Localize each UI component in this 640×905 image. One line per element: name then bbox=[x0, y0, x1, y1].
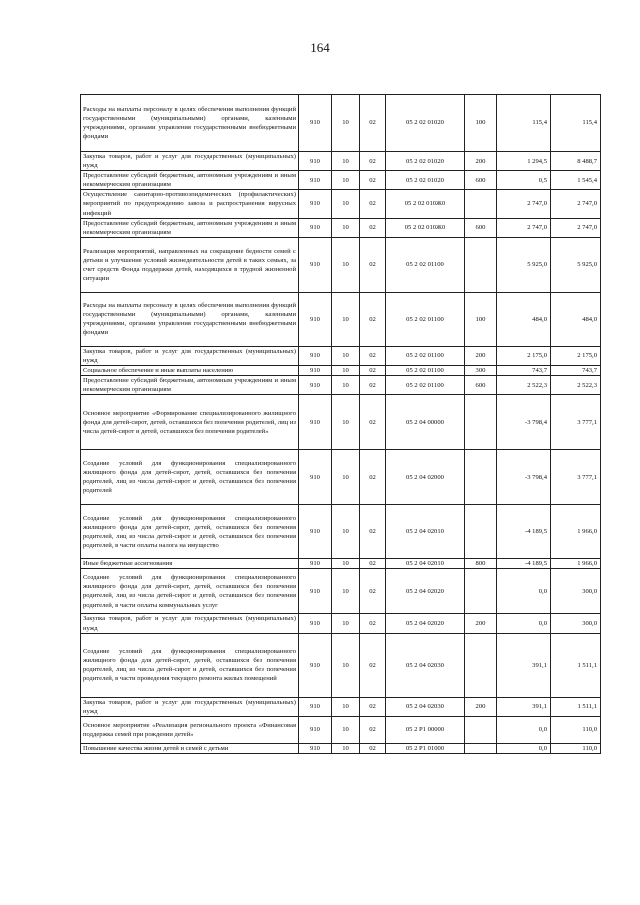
row-section-cell: 10 bbox=[332, 559, 360, 569]
row-section-cell: 10 bbox=[332, 95, 360, 152]
table-row bbox=[81, 716, 601, 743]
row-amount-change-cell: 2 175,0 bbox=[497, 346, 551, 365]
row-amount-total-cell: 1 966,0 bbox=[551, 559, 601, 569]
row-amount-change-cell: 0,5 bbox=[497, 171, 551, 190]
row-amount-change-cell: 0,0 bbox=[497, 743, 551, 753]
row-target-article-cell: 05 2 04 02020 bbox=[386, 614, 465, 633]
row-amount-total-cell: 110,0 bbox=[551, 716, 601, 743]
row-section-cell: 10 bbox=[332, 237, 360, 292]
row-expense-type-cell: 300 bbox=[465, 366, 497, 376]
row-admin-code-cell: 910 bbox=[299, 218, 332, 237]
row-amount-total-cell: 115,4 bbox=[551, 95, 601, 152]
table-row bbox=[81, 743, 601, 753]
table-row bbox=[81, 366, 601, 376]
row-expense-type-cell: 600 bbox=[465, 171, 497, 190]
row-name-cell: Расходы на выплаты персоналу в целях обеспечения выполнения функций государственными (муниципальными) органами, казенными учреждениями, органами управления государственными внебюджетными фондами bbox=[81, 292, 299, 346]
row-subsection-cell: 02 bbox=[360, 366, 386, 376]
row-amount-total-cell: 2 747,0 bbox=[551, 190, 601, 218]
row-name-cell: Основное мероприятие «Реализация регионального проекта «Финансовая поддержка семей при рождении детей» bbox=[81, 716, 299, 743]
table-row bbox=[81, 633, 601, 697]
row-subsection-cell: 02 bbox=[360, 237, 386, 292]
row-name-cell: Повышение качества жизни детей и семей с детьми bbox=[81, 743, 299, 753]
row-name-cell: Предоставление субсидий бюджетным, автономным учреждениям и иным некоммерческим организациям bbox=[81, 218, 299, 237]
row-subsection-cell: 02 bbox=[360, 218, 386, 237]
row-section-cell: 10 bbox=[332, 743, 360, 753]
row-target-article-cell: 05 2 02 01100 bbox=[386, 366, 465, 376]
row-name-cell: Предоставление субсидий бюджетным, автономным учреждениям и иным некоммерческим организациям bbox=[81, 171, 299, 190]
row-amount-change-cell: 0,0 bbox=[497, 614, 551, 633]
row-admin-code-cell: 910 bbox=[299, 697, 332, 716]
row-subsection-cell: 02 bbox=[360, 716, 386, 743]
table-body bbox=[81, 95, 601, 754]
row-amount-change-cell: 391,1 bbox=[497, 633, 551, 697]
row-name-cell: Иные бюджетные ассигнования bbox=[81, 559, 299, 569]
row-amount-total-cell: 2 522,3 bbox=[551, 376, 601, 395]
row-name-cell: Реализация мероприятий, направленных на сокращение бедности семей с детьми и улучшение условий жизнедеятельности детей в таких семьях, за счет средств Фонда поддержки детей, находящихся в трудной жизненной ситуации bbox=[81, 237, 299, 292]
row-name-cell: Социальное обеспечение и иные выплаты населению bbox=[81, 366, 299, 376]
table-row bbox=[81, 237, 601, 292]
table-row bbox=[81, 559, 601, 569]
row-section-cell: 10 bbox=[332, 697, 360, 716]
row-target-article-cell: 05 2 04 02030 bbox=[386, 697, 465, 716]
row-section-cell: 10 bbox=[332, 171, 360, 190]
row-expense-type-cell bbox=[465, 633, 497, 697]
row-admin-code-cell: 910 bbox=[299, 743, 332, 753]
row-target-article-cell: 05 2 02 010Ж0 bbox=[386, 190, 465, 218]
row-subsection-cell: 02 bbox=[360, 559, 386, 569]
row-section-cell: 10 bbox=[332, 218, 360, 237]
row-subsection-cell: 02 bbox=[360, 376, 386, 395]
table-row bbox=[81, 292, 601, 346]
row-subsection-cell: 02 bbox=[360, 450, 386, 505]
row-section-cell: 10 bbox=[332, 395, 360, 450]
row-amount-change-cell: 0,0 bbox=[497, 569, 551, 614]
row-amount-total-cell: 110,0 bbox=[551, 743, 601, 753]
row-name-cell: Предоставление субсидий бюджетным, автономным учреждениям и иным некоммерческим организациям bbox=[81, 376, 299, 395]
row-name-cell: Создание условий для функционирования специализированного жилищного фонда для детей-сирот, детей, оставшихся без попечения родителей, лиц из числа детей-сирот и детей, оставшихся без попечения родителей, в части оплаты коммунальных услуг bbox=[81, 569, 299, 614]
row-target-article-cell: 05 2 02 01020 bbox=[386, 171, 465, 190]
row-admin-code-cell: 910 bbox=[299, 152, 332, 171]
table-row bbox=[81, 614, 601, 633]
row-expense-type-cell bbox=[465, 395, 497, 450]
table-row bbox=[81, 697, 601, 716]
row-subsection-cell: 02 bbox=[360, 633, 386, 697]
table-row bbox=[81, 395, 601, 450]
row-amount-change-cell: 743,7 bbox=[497, 366, 551, 376]
row-amount-total-cell: 5 925,0 bbox=[551, 237, 601, 292]
table-row bbox=[81, 152, 601, 171]
table-row bbox=[81, 95, 601, 152]
row-admin-code-cell: 910 bbox=[299, 171, 332, 190]
row-admin-code-cell: 910 bbox=[299, 346, 332, 365]
row-expense-type-cell: 600 bbox=[465, 218, 497, 237]
row-expense-type-cell: 100 bbox=[465, 292, 497, 346]
row-expense-type-cell: 200 bbox=[465, 152, 497, 171]
row-name-cell: Основное мероприятие «Формирование специализированного жилищного фонда для детей-сирот, детей, оставшихся без попечения родителей, лиц из числа детей-сирот и детей, оставшихся без попечения родителей» bbox=[81, 395, 299, 450]
row-amount-change-cell: 2 747,0 bbox=[497, 218, 551, 237]
table-row bbox=[81, 190, 601, 218]
row-subsection-cell: 02 bbox=[360, 569, 386, 614]
row-target-article-cell: 05 2 02 01100 bbox=[386, 292, 465, 346]
row-target-article-cell: 05 2 02 010Ж0 bbox=[386, 218, 465, 237]
row-subsection-cell: 02 bbox=[360, 95, 386, 152]
row-name-cell: Расходы на выплаты персоналу в целях обеспечения выполнения функций государственными (муниципальными) органами, казенными учреждениями, органами управления государственными внебюджетными фондами bbox=[81, 95, 299, 152]
row-expense-type-cell: 800 bbox=[465, 559, 497, 569]
row-expense-type-cell: 600 bbox=[465, 376, 497, 395]
row-name-cell: Создание условий для функционирования специализированного жилищного фонда для детей-сирот, детей, оставшихся без попечения родителей, лиц из числа детей-сирот и детей, оставшихся без попечения родителей bbox=[81, 450, 299, 505]
row-section-cell: 10 bbox=[332, 450, 360, 505]
row-subsection-cell: 02 bbox=[360, 152, 386, 171]
row-section-cell: 10 bbox=[332, 152, 360, 171]
row-expense-type-cell: 200 bbox=[465, 614, 497, 633]
row-target-article-cell: 05 2 04 02020 bbox=[386, 569, 465, 614]
row-section-cell: 10 bbox=[332, 614, 360, 633]
row-target-article-cell: 05 2 02 01020 bbox=[386, 95, 465, 152]
row-section-cell: 10 bbox=[332, 376, 360, 395]
row-admin-code-cell: 910 bbox=[299, 614, 332, 633]
row-expense-type-cell bbox=[465, 450, 497, 505]
row-amount-total-cell: 3 777,1 bbox=[551, 395, 601, 450]
row-subsection-cell: 02 bbox=[360, 743, 386, 753]
row-expense-type-cell: 200 bbox=[465, 697, 497, 716]
row-name-cell: Осуществление санитарно-противоэпидемических (профилактических) мероприятий по предупреждению завоза и распространения вирусных инфекций bbox=[81, 190, 299, 218]
row-target-article-cell: 05 2 02 01100 bbox=[386, 237, 465, 292]
row-section-cell: 10 bbox=[332, 346, 360, 365]
table-row bbox=[81, 218, 601, 237]
row-admin-code-cell: 910 bbox=[299, 237, 332, 292]
row-expense-type-cell bbox=[465, 743, 497, 753]
row-section-cell: 10 bbox=[332, 505, 360, 559]
row-amount-total-cell: 3 777,1 bbox=[551, 450, 601, 505]
row-subsection-cell: 02 bbox=[360, 505, 386, 559]
table-row bbox=[81, 171, 601, 190]
row-admin-code-cell: 910 bbox=[299, 450, 332, 505]
table-row bbox=[81, 505, 601, 559]
row-name-cell: Создание условий для функционирования специализированного жилищного фонда для детей-сирот, детей, оставшихся без попечения родителей, лиц из числа детей-сирот и детей, оставшихся без попечения родителей, в части проведения текущего ремонта жилых помещений bbox=[81, 633, 299, 697]
row-amount-change-cell: 1 294,5 bbox=[497, 152, 551, 171]
table-row bbox=[81, 376, 601, 395]
row-section-cell: 10 bbox=[332, 716, 360, 743]
row-admin-code-cell: 910 bbox=[299, 366, 332, 376]
row-target-article-cell: 05 2 02 01020 bbox=[386, 152, 465, 171]
row-target-article-cell: 05 2 02 01100 bbox=[386, 376, 465, 395]
row-amount-change-cell: 2 522,3 bbox=[497, 376, 551, 395]
row-amount-change-cell: -4 189,5 bbox=[497, 559, 551, 569]
table-row bbox=[81, 346, 601, 365]
row-admin-code-cell: 910 bbox=[299, 633, 332, 697]
row-admin-code-cell: 910 bbox=[299, 95, 332, 152]
row-amount-total-cell: 2 175,0 bbox=[551, 346, 601, 365]
row-expense-type-cell bbox=[465, 716, 497, 743]
row-subsection-cell: 02 bbox=[360, 190, 386, 218]
row-amount-change-cell: -4 189,5 bbox=[497, 505, 551, 559]
row-amount-total-cell: 1 545,4 bbox=[551, 171, 601, 190]
row-amount-total-cell: 8 488,7 bbox=[551, 152, 601, 171]
row-subsection-cell: 02 bbox=[360, 395, 386, 450]
row-name-cell: Закупка товаров, работ и услуг для государственных (муниципальных) нужд bbox=[81, 614, 299, 633]
row-name-cell: Закупка товаров, работ и услуг для государственных (муниципальных) нужд bbox=[81, 152, 299, 171]
row-admin-code-cell: 910 bbox=[299, 190, 332, 218]
row-admin-code-cell: 910 bbox=[299, 569, 332, 614]
row-admin-code-cell: 910 bbox=[299, 505, 332, 559]
row-amount-total-cell: 1 966,0 bbox=[551, 505, 601, 559]
row-admin-code-cell: 910 bbox=[299, 559, 332, 569]
row-amount-total-cell: 300,0 bbox=[551, 614, 601, 633]
row-target-article-cell: 05 2 04 02030 bbox=[386, 633, 465, 697]
row-target-article-cell: 05 2 04 02010 bbox=[386, 559, 465, 569]
row-subsection-cell: 02 bbox=[360, 292, 386, 346]
row-section-cell: 10 bbox=[332, 569, 360, 614]
row-expense-type-cell bbox=[465, 505, 497, 559]
page-number: 164 bbox=[310, 40, 330, 55]
row-admin-code-cell: 910 bbox=[299, 292, 332, 346]
row-section-cell: 10 bbox=[332, 633, 360, 697]
row-amount-total-cell: 300,0 bbox=[551, 569, 601, 614]
row-section-cell: 10 bbox=[332, 190, 360, 218]
row-amount-total-cell: 743,7 bbox=[551, 366, 601, 376]
row-name-cell: Закупка товаров, работ и услуг для государственных (муниципальных) нужд bbox=[81, 346, 299, 365]
row-admin-code-cell: 910 bbox=[299, 376, 332, 395]
budget-table bbox=[80, 94, 601, 754]
row-section-cell: 10 bbox=[332, 292, 360, 346]
row-amount-change-cell: 484,0 bbox=[497, 292, 551, 346]
row-admin-code-cell: 910 bbox=[299, 716, 332, 743]
row-subsection-cell: 02 bbox=[360, 614, 386, 633]
row-target-article-cell: 05 2 04 02010 bbox=[386, 505, 465, 559]
row-amount-total-cell: 1 511,1 bbox=[551, 697, 601, 716]
row-amount-change-cell: -3 798,4 bbox=[497, 450, 551, 505]
row-amount-change-cell: -3 798,4 bbox=[497, 395, 551, 450]
row-target-article-cell: 05 2 04 00000 bbox=[386, 395, 465, 450]
row-expense-type-cell bbox=[465, 237, 497, 292]
row-section-cell: 10 bbox=[332, 366, 360, 376]
table-row bbox=[81, 450, 601, 505]
row-expense-type-cell: 100 bbox=[465, 95, 497, 152]
row-subsection-cell: 02 bbox=[360, 697, 386, 716]
table-row bbox=[81, 569, 601, 614]
row-amount-total-cell: 484,0 bbox=[551, 292, 601, 346]
row-amount-change-cell: 0,0 bbox=[497, 716, 551, 743]
row-amount-total-cell: 1 511,1 bbox=[551, 633, 601, 697]
row-subsection-cell: 02 bbox=[360, 171, 386, 190]
row-amount-change-cell: 115,4 bbox=[497, 95, 551, 152]
row-name-cell: Закупка товаров, работ и услуг для государственных (муниципальных) нужд bbox=[81, 697, 299, 716]
row-target-article-cell: 05 2 02 01100 bbox=[386, 346, 465, 365]
row-target-article-cell: 05 2 P1 00000 bbox=[386, 716, 465, 743]
row-expense-type-cell: 200 bbox=[465, 346, 497, 365]
row-admin-code-cell: 910 bbox=[299, 395, 332, 450]
row-target-article-cell: 05 2 P1 01000 bbox=[386, 743, 465, 753]
row-amount-change-cell: 2 747,0 bbox=[497, 190, 551, 218]
row-amount-total-cell: 2 747,0 bbox=[551, 218, 601, 237]
row-expense-type-cell bbox=[465, 190, 497, 218]
row-subsection-cell: 02 bbox=[360, 346, 386, 365]
row-amount-change-cell: 5 925,0 bbox=[497, 237, 551, 292]
row-name-cell: Создание условий для функционирования специализированного жилищного фонда для детей-сирот, детей, оставшихся без попечения родителей, лиц из числа детей-сирот и детей, оставшихся без попечения родителей, в части оплаты налога на имущество bbox=[81, 505, 299, 559]
row-target-article-cell: 05 2 04 02000 bbox=[386, 450, 465, 505]
row-amount-change-cell: 391,1 bbox=[497, 697, 551, 716]
row-expense-type-cell bbox=[465, 569, 497, 614]
